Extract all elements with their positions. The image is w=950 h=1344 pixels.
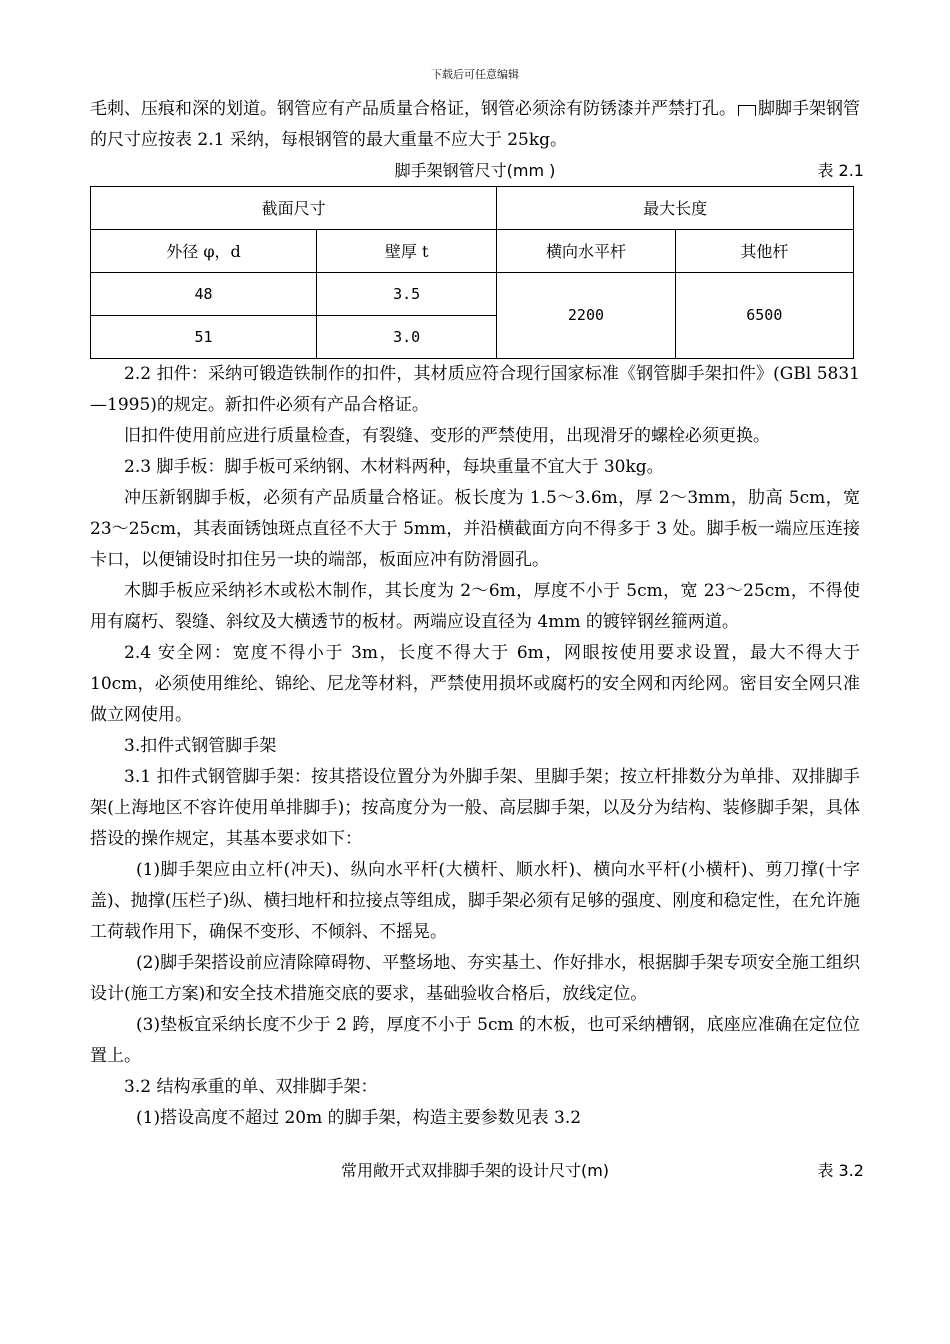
page-header: 下载后可任意编辑 (431, 68, 519, 81)
table-title: 脚手架钢管尺寸(mm ) (394, 161, 556, 180)
table-cell: 48 (91, 273, 317, 316)
table-cell: 2200 (497, 273, 675, 359)
table-number: 表 2.1 (817, 161, 864, 180)
section-heading: 3.扣件式钢管脚手架 (124, 736, 277, 756)
header-cell: 截面尺寸 (91, 187, 497, 230)
paragraph: 3.1 扣件式钢管脚手架：按其搭设位置分为外脚手架、里脚手架；按立杆排数分为单排、双排脚手架(上海地区不容许使用单排脚手)；按高度分为一般、高层脚手架，以及分为结构、装修脚手架，具体搭设的操作规定，其基本要求如下： (90, 767, 860, 849)
paragraph: 3.2 结构承重的单、双排脚手架： (124, 1077, 378, 1097)
table-caption (90, 156, 864, 186)
paragraph: (2)脚手架搭设前应清除障碍物、平整场地、夯实基土、作好排水，根据脚手架专项安全施工组织设计(施工方案)和安全技术措施交底的要求，基础验收合格后，放线定位。 (90, 953, 860, 1004)
table-cell: 3.5 (317, 273, 497, 316)
table-title: 常用敞开式双排脚手架的设计尺寸(m) (340, 1161, 610, 1180)
paragraph: 旧扣件使用前应进行质量检查，有裂缝、变形的严禁使用，出现滑牙的螺栓必须更换。 (124, 426, 770, 446)
paragraph: 2.4 安全网：宽度不得小于 3m，长度不得大于 6m，网眼按使用要求设置，最大不得大于 10cm，必须使用维纶、锦纶、尼龙等材料，严禁使用损坏或腐朽的安全网和丙纶网。密目安全网只准做立网使用。 (90, 643, 860, 725)
steel-pipe-size-table (90, 186, 854, 359)
document-body (90, 94, 864, 1186)
paragraph: 2.3 脚手板：脚手板可采纳钢、木材料两种，每块重量不宜大于 30kg。 (124, 457, 664, 477)
paragraph: 冲压新钢脚手板，必须有产品质量合格证。板长度为 1.5～3.6m，厚 2～3mm，肋高 5cm，宽 23～25cm，其表面锈蚀斑点直径不大于 5mm，并沿横截面方向不得多于 3 处。脚手板一端应压连接卡口，以便铺设时扣住另一块的端部，板面应冲有防滑圆孔。 (90, 488, 860, 570)
column-header: 外径 φ，d (91, 230, 317, 273)
paragraph: 木脚手板应采纳衫木或松木制作，其长度为 2～6m，厚度不小于 5cm，宽 23～25cm，不得使用有腐朽、裂缝、斜纹及大横透节的板材。两端应设直径为 4mm 的镀锌钢丝箍两道。 (90, 581, 860, 632)
column-header: 横向水平杆 (497, 230, 675, 273)
table-number: 表 3.2 (817, 1161, 864, 1180)
paragraph: 毛刺、压痕和深的划道。钢管应有产品质量合格证，钢管必须涂有防锈漆并严禁打孔。 脚脚手架钢管的尺寸应按表 2.1 采纳，每根钢管的最大重量不应大于 25kg。 (90, 99, 860, 150)
paragraph: (3)垫板宜采纳长度不少于 2 跨，厚度不小于 5cm 的木板，也可采纳槽钢，底座应准确在定位位置上。 (90, 1015, 860, 1066)
table-cell: 3.0 (317, 316, 497, 359)
column-header: 其他杆 (675, 230, 853, 273)
paragraph: (1)脚手架应由立杆(冲天)、纵向水平杆(大横杆、顺水杆)、横向水平杆(小横杆)、剪刀撑(十字盖)、抛撑(压栏子)纵、横扫地杆和拉接点等组成，脚手架必须有足够的强度、刚度和稳定性，在允许施工荷载作用下，确保不变形、不倾斜、不摇晃。 (90, 860, 860, 942)
table-caption (90, 1156, 864, 1186)
table-cell: 6500 (675, 273, 853, 359)
header-cell: 最大长度 (497, 187, 854, 230)
paragraph: 2.2 扣件：采纳可锻造铁制作的扣件，其材质应符合现行国家标准《钢管脚手架扣件》(GBl 5831—1995)的规定。新扣件必须有产品合格证。 (90, 364, 860, 415)
paragraph: (1)搭设高度不超过 20m 的脚手架，构造主要参数见表 3.2 (136, 1108, 582, 1128)
table-cell: 51 (91, 316, 317, 359)
column-header: 壁厚 t (317, 230, 497, 273)
bracket-mark-icon (738, 105, 756, 116)
